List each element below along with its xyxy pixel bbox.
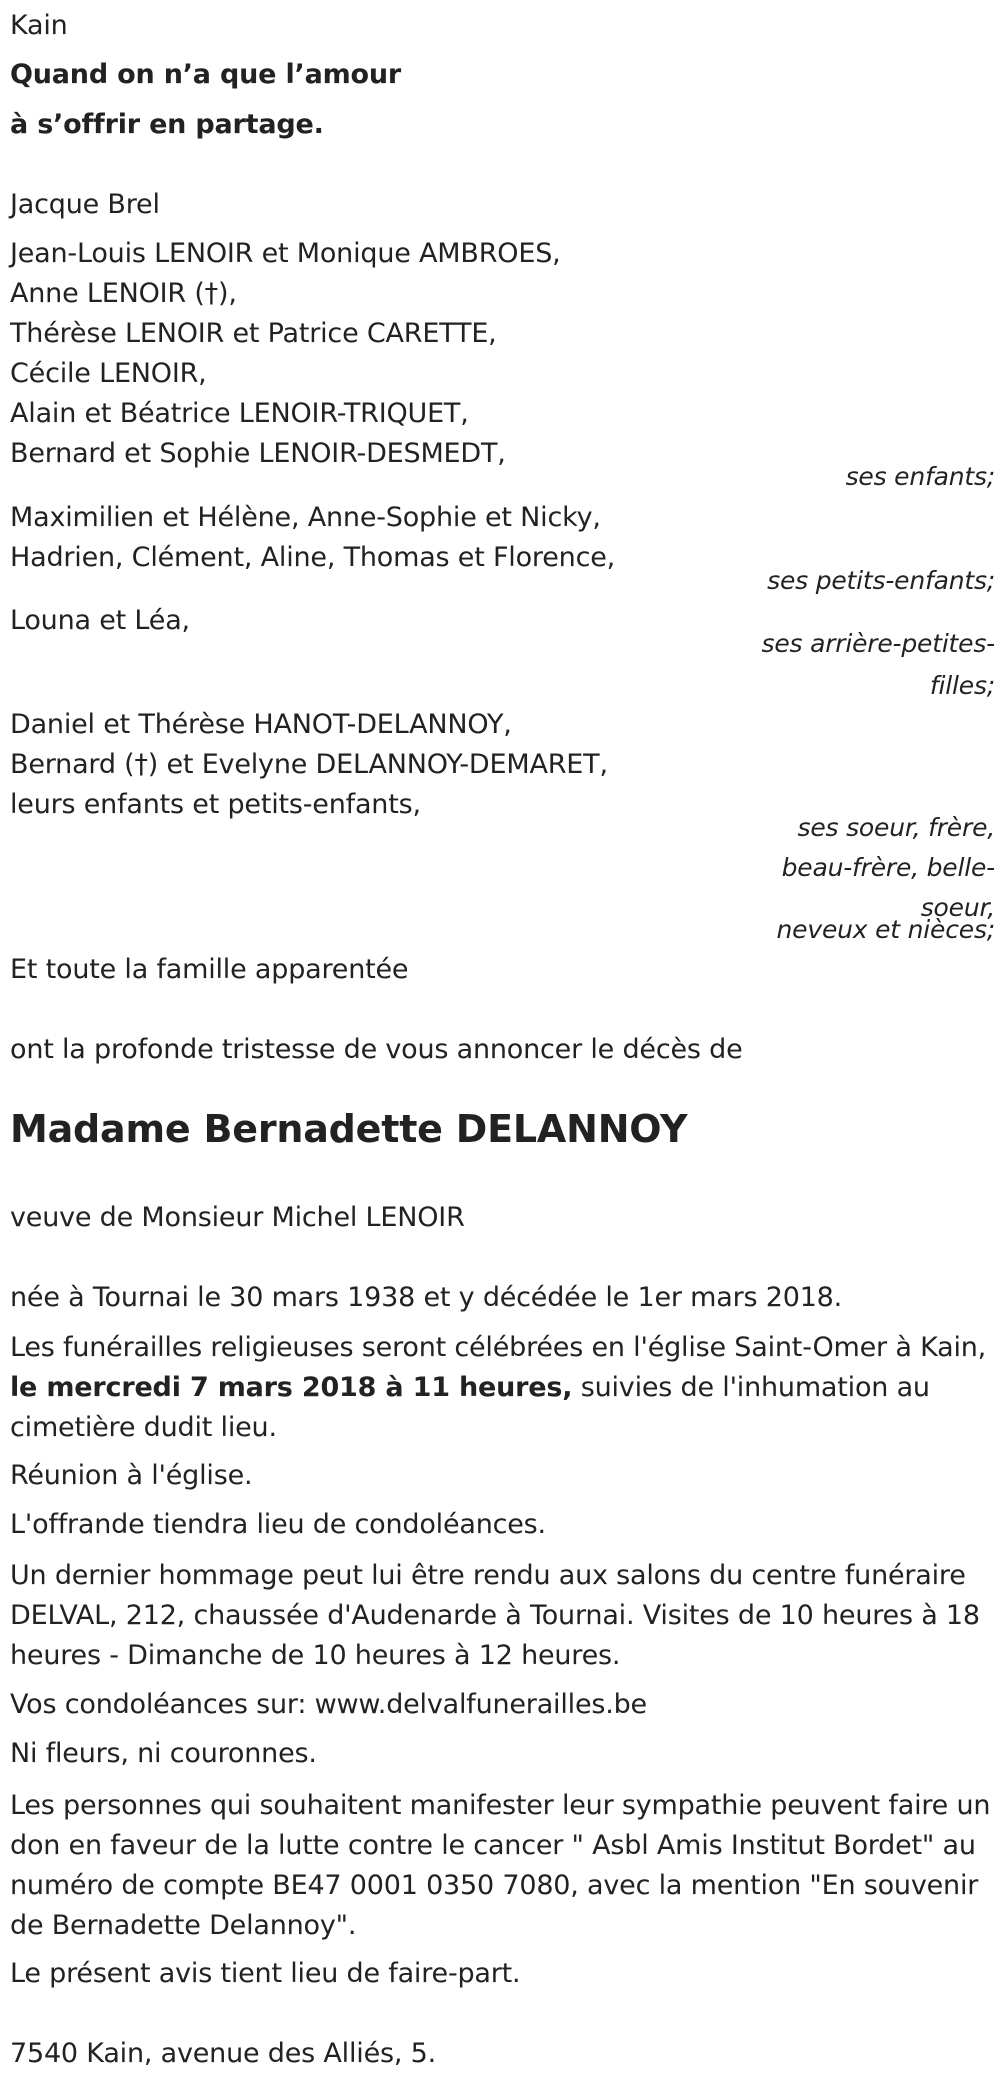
notice: Le présent avis tient lieu de faire-part. <box>10 1958 521 1989</box>
children-line: Bernard et Sophie LENOIR-DESMEDT, <box>10 438 506 469</box>
quote-line-2: à s’offrir en partage. <box>10 109 324 140</box>
children-line: Alain et Béatrice LENOIR-TRIQUET, <box>10 398 469 429</box>
children-line: Jean-Louis LENOIR et Monique AMBROES, <box>10 238 561 269</box>
grandchildren-line: Maximilien et Hélène, Anne-Sophie et Nicky, <box>10 502 601 533</box>
great-grandchildren-relation: ses arrière-petites- <box>761 629 995 658</box>
funeral-info <box>10 1328 995 1448</box>
siblings-relation: neveux et nièces; <box>776 915 995 944</box>
quote-line-1: Quand on n’a que l’amour <box>10 59 402 90</box>
funeral-date: le mercredi 7 mars 2018 à 11 heures, <box>10 1372 573 1403</box>
reunion: Réunion à l'église. <box>10 1460 253 1491</box>
siblings-relation: soeur, <box>920 893 995 922</box>
donation: Les personnes qui souhaitent manifester leur sympathie peuvent faire un don en faveur de la lutte contre le cancer " Asbl Amis Institut Bordet" au numéro de compte BE47 0001 0350 7080, avec la mention "En souvenir de Bernadette Delannoy". <box>10 1790 991 1941</box>
siblings-line: Bernard (†) et Evelyne DELANNOY-DEMARET, <box>10 749 608 780</box>
siblings-relation: ses soeur, frère, <box>797 813 995 842</box>
siblings-line: leurs enfants et petits-enfants, <box>10 789 421 820</box>
great-grandchildren-relation: filles; <box>929 671 995 700</box>
tribute: Un dernier hommage peut lui être rendu aux salons du centre funéraire DELVAL, 212, chaussée d'Audenarde à Tournai. Visites de 10 heures à 18 heures - Dimanche de 10 heures à 12 heures. <box>10 1560 980 1671</box>
widow-of: veuve de Monsieur Michel LENOIR <box>10 1202 465 1233</box>
siblings-relation: beau-frère, belle- <box>781 853 995 882</box>
announcement: ont la profonde tristesse de vous annoncer le décès de <box>10 1034 743 1065</box>
family-line: Et toute la famille apparentée <box>10 954 409 985</box>
funeral-text: Les funérailles religieuses seront célébrées en l'église Saint-Omer à Kain, <box>10 1332 987 1363</box>
children-line: Cécile LENOIR, <box>10 358 207 389</box>
children-relation: ses enfants; <box>845 462 995 491</box>
children-line: Anne LENOIR (†), <box>10 278 237 309</box>
funeral-text: suivies de l'inhumation au cimetière dudit lieu. <box>10 1372 930 1443</box>
deceased-name: Madame Bernadette DELANNOY <box>10 1107 688 1151</box>
no-flowers: Ni fleurs, ni couronnes. <box>10 1738 317 1769</box>
quote-author: Jacque Brel <box>10 189 160 220</box>
siblings-line: Daniel et Thérèse HANOT-DELANNOY, <box>10 709 512 740</box>
offering: L'offrande tiendra lieu de condoléances. <box>10 1509 546 1540</box>
children-line: Thérèse LENOIR et Patrice CARETTE, <box>10 318 497 349</box>
condolences: Vos condoléances sur: www.delvalfunerailles.be <box>10 1689 647 1720</box>
grandchildren-relation: ses petits-enfants; <box>767 566 995 595</box>
location: Kain <box>10 10 68 41</box>
birth-death: née à Tournai le 30 mars 1938 et y décédée le 1er mars 2018. <box>10 1282 843 1313</box>
great-grandchildren-line: Louna et Léa, <box>10 605 190 636</box>
grandchildren-line: Hadrien, Clément, Aline, Thomas et Florence, <box>10 542 616 573</box>
address: 7540 Kain, avenue des Alliés, 5. <box>10 2038 436 2069</box>
